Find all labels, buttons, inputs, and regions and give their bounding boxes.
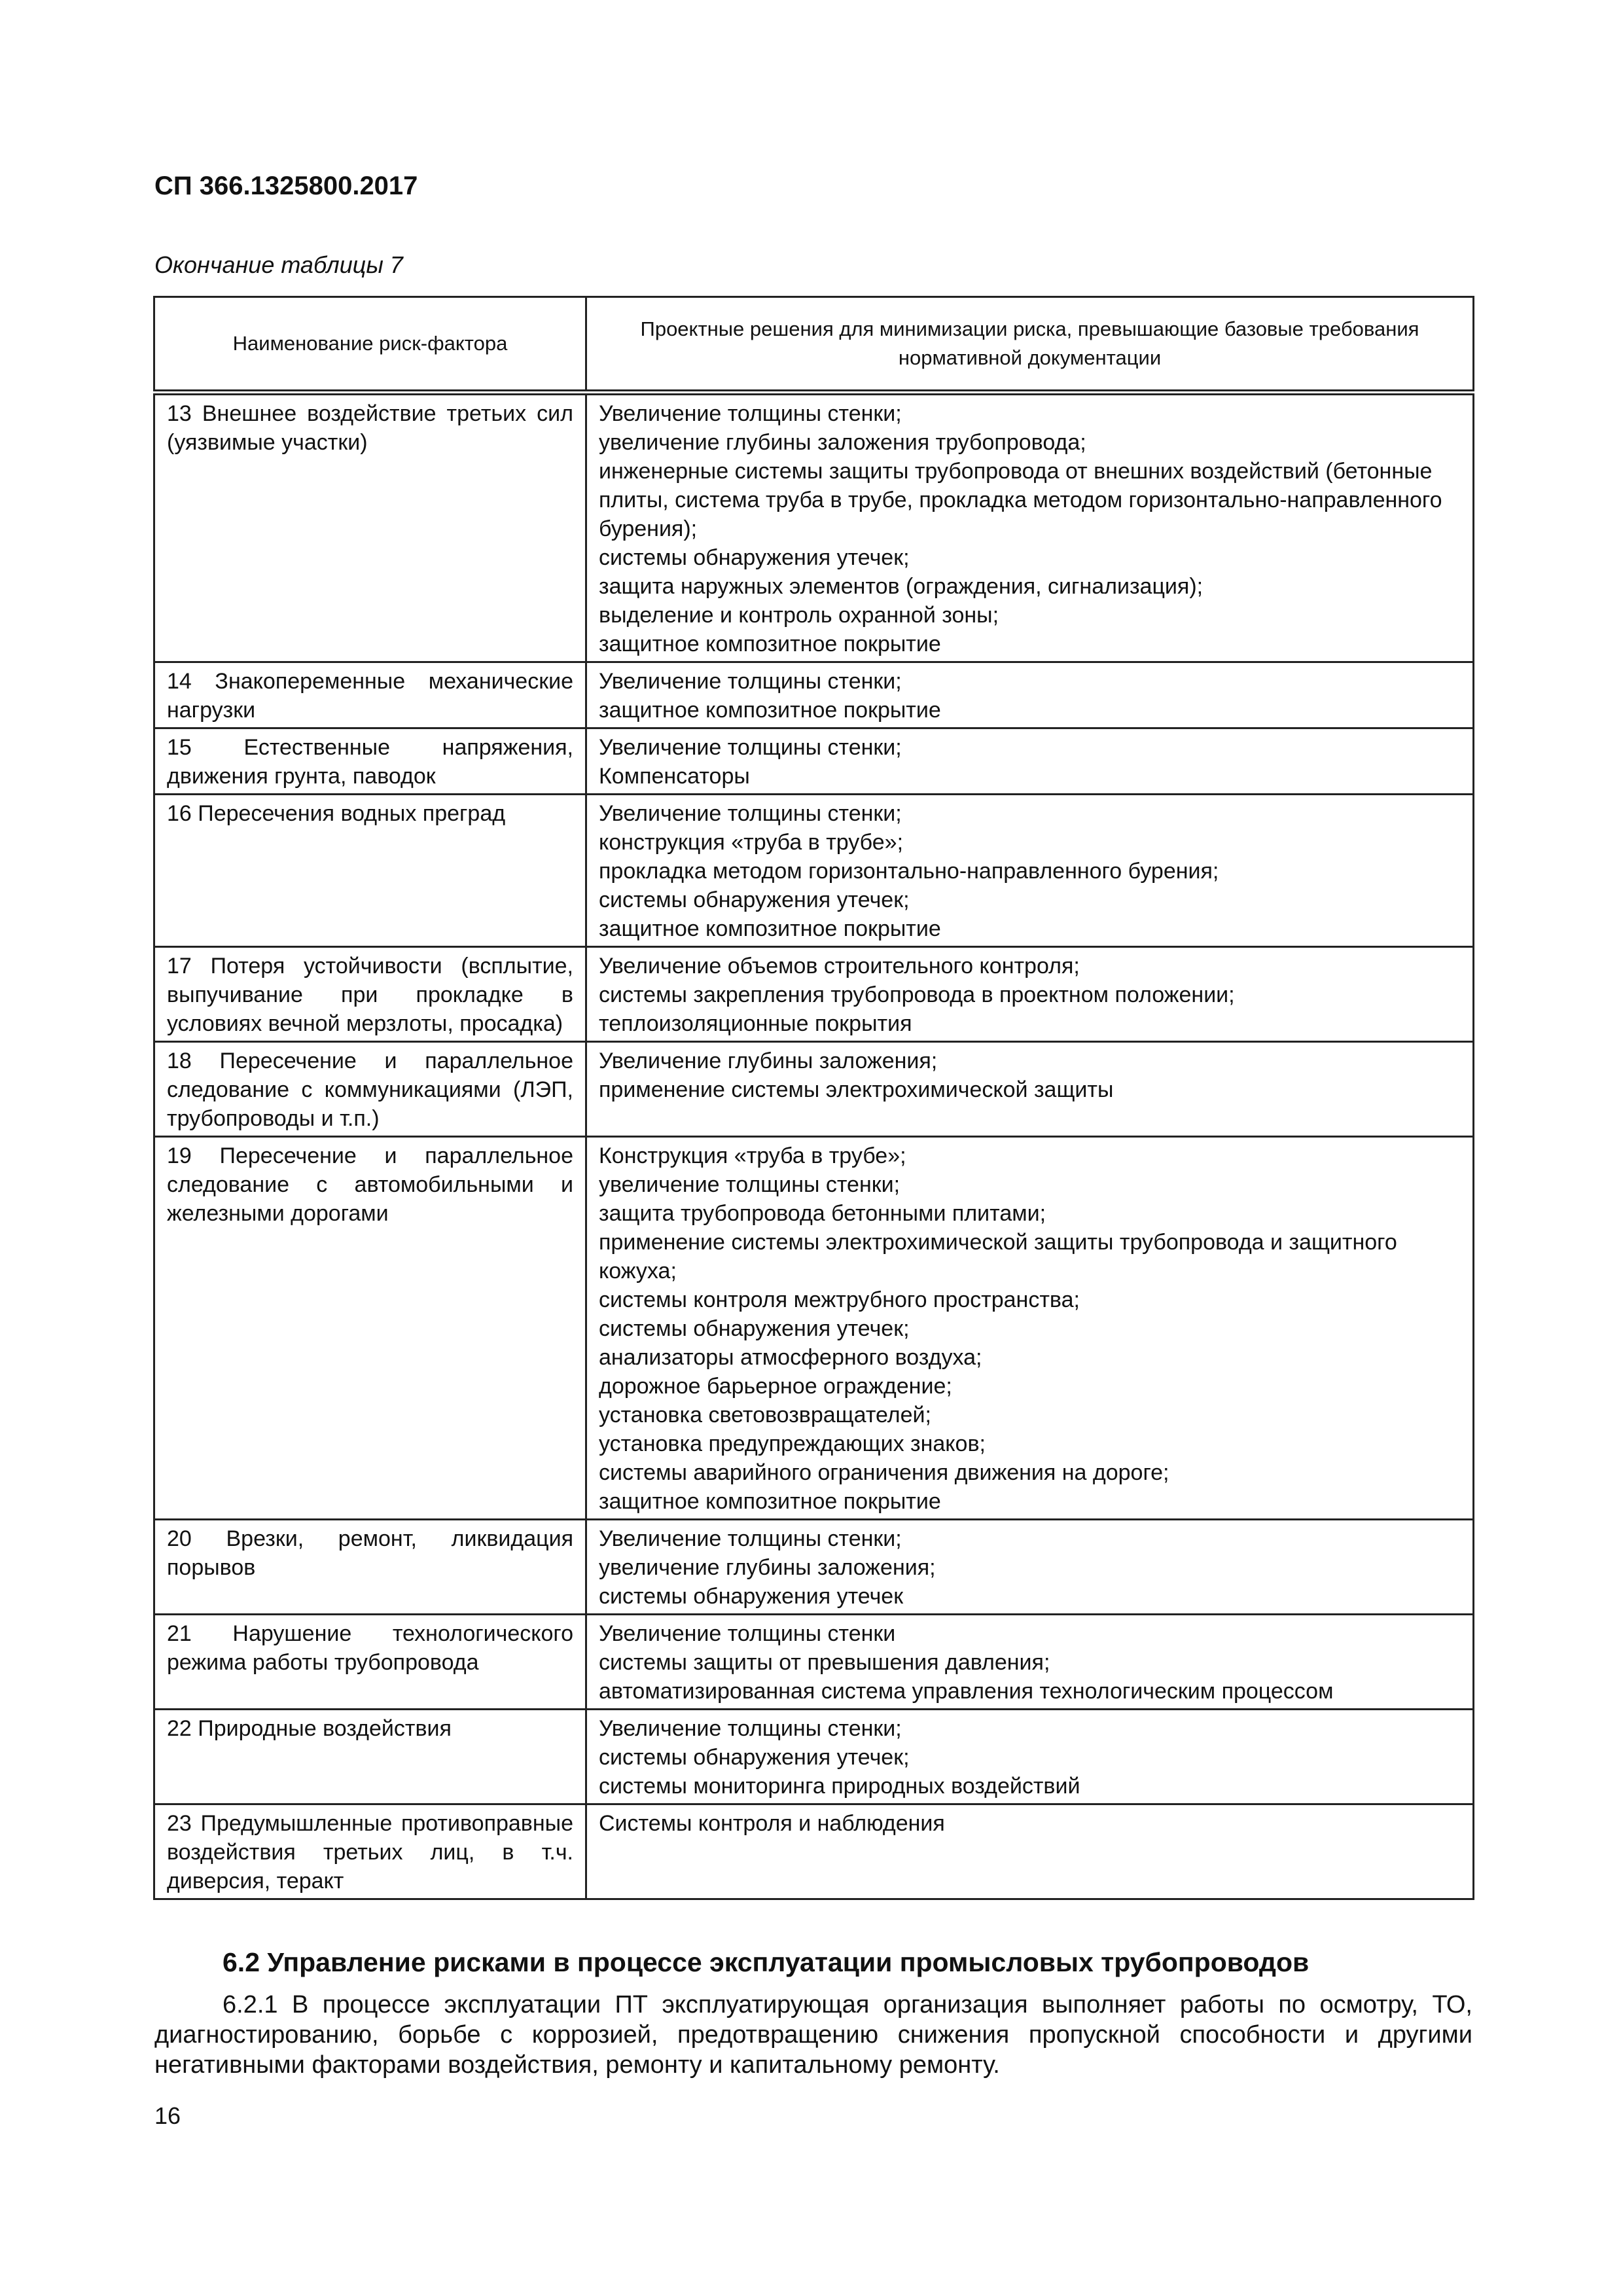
- decision-item: защитное композитное покрытие: [599, 632, 941, 656]
- design-decisions-cell: [586, 1710, 1474, 1804]
- decision-item: применение системы электрохимической защиты: [599, 1077, 1114, 1102]
- table-row: [154, 662, 1474, 728]
- decision-item: системы аварийного ограничения движения на дороге;: [599, 1460, 1169, 1485]
- design-decisions-cell: [586, 1137, 1474, 1520]
- design-decisions-cell: [586, 1804, 1474, 1899]
- decision-item: системы обнаружения утечек;: [599, 888, 910, 912]
- risk-factor-cell: 13 Внешнее воздействие третьих сил (уязвимые участки): [154, 393, 586, 662]
- table-row: [154, 728, 1474, 795]
- decision-item: Конструкция «труба в трубе»;: [599, 1143, 906, 1168]
- table-body: [154, 393, 1474, 1899]
- decision-item: дорожное барьерное ограждение;: [599, 1374, 952, 1399]
- decision-item: автоматизированная система управления технологическим процессом: [599, 1679, 1334, 1704]
- paragraph-6-2-1: 6.2.1 В процессе эксплуатации ПТ эксплуатирующая организация выполняет работы по осмотру, ТО, диагностированию, борьбе с коррозией, предотвращению снижения пропускной способности и другими негативными факторами воздействия, ремонту и капитальному ремонту.: [154, 1991, 1472, 2079]
- decision-item: установка световозвращателей;: [599, 1403, 931, 1427]
- decision-item: увеличение глубины заложения трубопровода;: [599, 430, 1086, 455]
- risk-table: [153, 296, 1474, 1900]
- decision-item: конструкция «труба в трубе»;: [599, 830, 904, 855]
- decision-item: системы контроля межтрубного пространства;: [599, 1287, 1080, 1312]
- table-header-row: [154, 297, 1474, 393]
- decision-item: Увеличение толщины стенки: [599, 1621, 896, 1646]
- decision-item: теплоизоляционные покрытия: [599, 1011, 912, 1036]
- decision-item: защитное композитное покрытие: [599, 1489, 941, 1514]
- table-caption: Окончание таблицы 7: [154, 251, 403, 278]
- risk-factor-cell: 22 Природные воздействия: [154, 1710, 586, 1804]
- design-decisions-cell: [586, 1042, 1474, 1137]
- decision-item: защита наружных элементов (ограждения, сигнализация);: [599, 574, 1204, 599]
- decision-item: системы обнаружения утечек;: [599, 1316, 910, 1341]
- header-design-decisions: Проектные решения для минимизации риска, превышающие базовые требования нормативной документации: [586, 297, 1474, 393]
- decision-item: системы мониторинга природных воздействий: [599, 1774, 1080, 1799]
- design-decisions-cell: [586, 393, 1474, 662]
- decision-item: Увеличение толщины стенки;: [599, 401, 902, 426]
- risk-factor-cell: 20 Врезки, ремонт, ликвидация порывов: [154, 1520, 586, 1615]
- decision-item: защита трубопровода бетонными плитами;: [599, 1201, 1046, 1226]
- design-decisions-cell: [586, 662, 1474, 728]
- decision-item: системы защиты от превышения давления;: [599, 1650, 1050, 1675]
- design-decisions-cell: [586, 1615, 1474, 1710]
- table-row: [154, 1710, 1474, 1804]
- decision-item: инженерные системы защиты трубопровода от внешних воздействий (бетонные плиты, система труба в трубе, прокладка методом горизонтально-направленного бурения);: [599, 459, 1442, 541]
- decision-item: Увеличение толщины стенки;: [599, 1716, 902, 1741]
- risk-factor-cell: 18 Пересечение и параллельное следование с коммуникациями (ЛЭП, трубопроводы и т.п.): [154, 1042, 586, 1137]
- risk-factor-cell: 21 Нарушение технологического режима работы трубопровода: [154, 1615, 586, 1710]
- decision-item: Компенсаторы: [599, 764, 750, 789]
- decision-item: Увеличение толщины стенки;: [599, 669, 902, 694]
- table-row: [154, 1137, 1474, 1520]
- risk-factor-cell: 17 Потеря устойчивости (всплытие, выпучивание при прокладке в условиях вечной мерзлоты, просадка): [154, 947, 586, 1042]
- risk-factor-cell: 15 Естественные напряжения, движения грунта, паводок: [154, 728, 586, 795]
- decision-item: системы обнаружения утечек;: [599, 545, 910, 570]
- decision-item: системы обнаружения утечек: [599, 1584, 904, 1609]
- decision-item: Увеличение толщины стенки;: [599, 735, 902, 760]
- design-decisions-cell: [586, 795, 1474, 947]
- decision-item: Увеличение глубины заложения;: [599, 1049, 938, 1073]
- table-row: [154, 1615, 1474, 1710]
- decision-item: защитное композитное покрытие: [599, 916, 941, 941]
- decision-item: увеличение толщины стенки;: [599, 1172, 901, 1197]
- design-decisions-cell: [586, 1520, 1474, 1615]
- risk-factor-cell: 19 Пересечение и параллельное следование с автомобильными и железными дорогами: [154, 1137, 586, 1520]
- decision-item: системы закрепления трубопровода в проектном положении;: [599, 982, 1235, 1007]
- design-decisions-cell: [586, 947, 1474, 1042]
- design-decisions-cell: [586, 728, 1474, 795]
- table-row: [154, 1520, 1474, 1615]
- decision-item: защитное композитное покрытие: [599, 698, 941, 723]
- decision-item: прокладка методом горизонтально-направленного бурения;: [599, 859, 1219, 884]
- decision-item: Увеличение толщины стенки;: [599, 801, 902, 826]
- decision-item: Увеличение толщины стенки;: [599, 1526, 902, 1551]
- decision-item: системы обнаружения утечек;: [599, 1745, 910, 1770]
- table-row: [154, 947, 1474, 1042]
- table-row: [154, 1804, 1474, 1899]
- risk-factor-cell: 16 Пересечения водных преград: [154, 795, 586, 947]
- risk-factor-cell: 23 Предумышленные противоправные воздействия третьих лиц, в т.ч. диверсия, теракт: [154, 1804, 586, 1899]
- table-row: [154, 795, 1474, 947]
- page-number: 16: [154, 2102, 181, 2129]
- decision-item: Системы контроля и наблюдения: [599, 1811, 945, 1836]
- header-risk-factor: Наименование риск-фактора: [154, 297, 586, 393]
- risk-factor-cell: 14 Знакопеременные механические нагрузки: [154, 662, 586, 728]
- decision-item: выделение и контроль охранной зоны;: [599, 603, 999, 628]
- decision-item: применение системы электрохимической защиты трубопровода и защитного кожуха;: [599, 1230, 1397, 1283]
- decision-item: Увеличение объемов строительного контроля;: [599, 954, 1080, 978]
- document-code: СП 366.1325800.2017: [154, 171, 418, 200]
- table-row: [154, 1042, 1474, 1137]
- decision-item: анализаторы атмосферного воздуха;: [599, 1345, 982, 1370]
- decision-item: установка предупреждающих знаков;: [599, 1431, 986, 1456]
- decision-item: увеличение глубины заложения;: [599, 1555, 936, 1580]
- section-heading: 6.2 Управление рисками в процессе эксплуатации промысловых трубопроводов: [223, 1947, 1310, 1977]
- table-row: [154, 393, 1474, 662]
